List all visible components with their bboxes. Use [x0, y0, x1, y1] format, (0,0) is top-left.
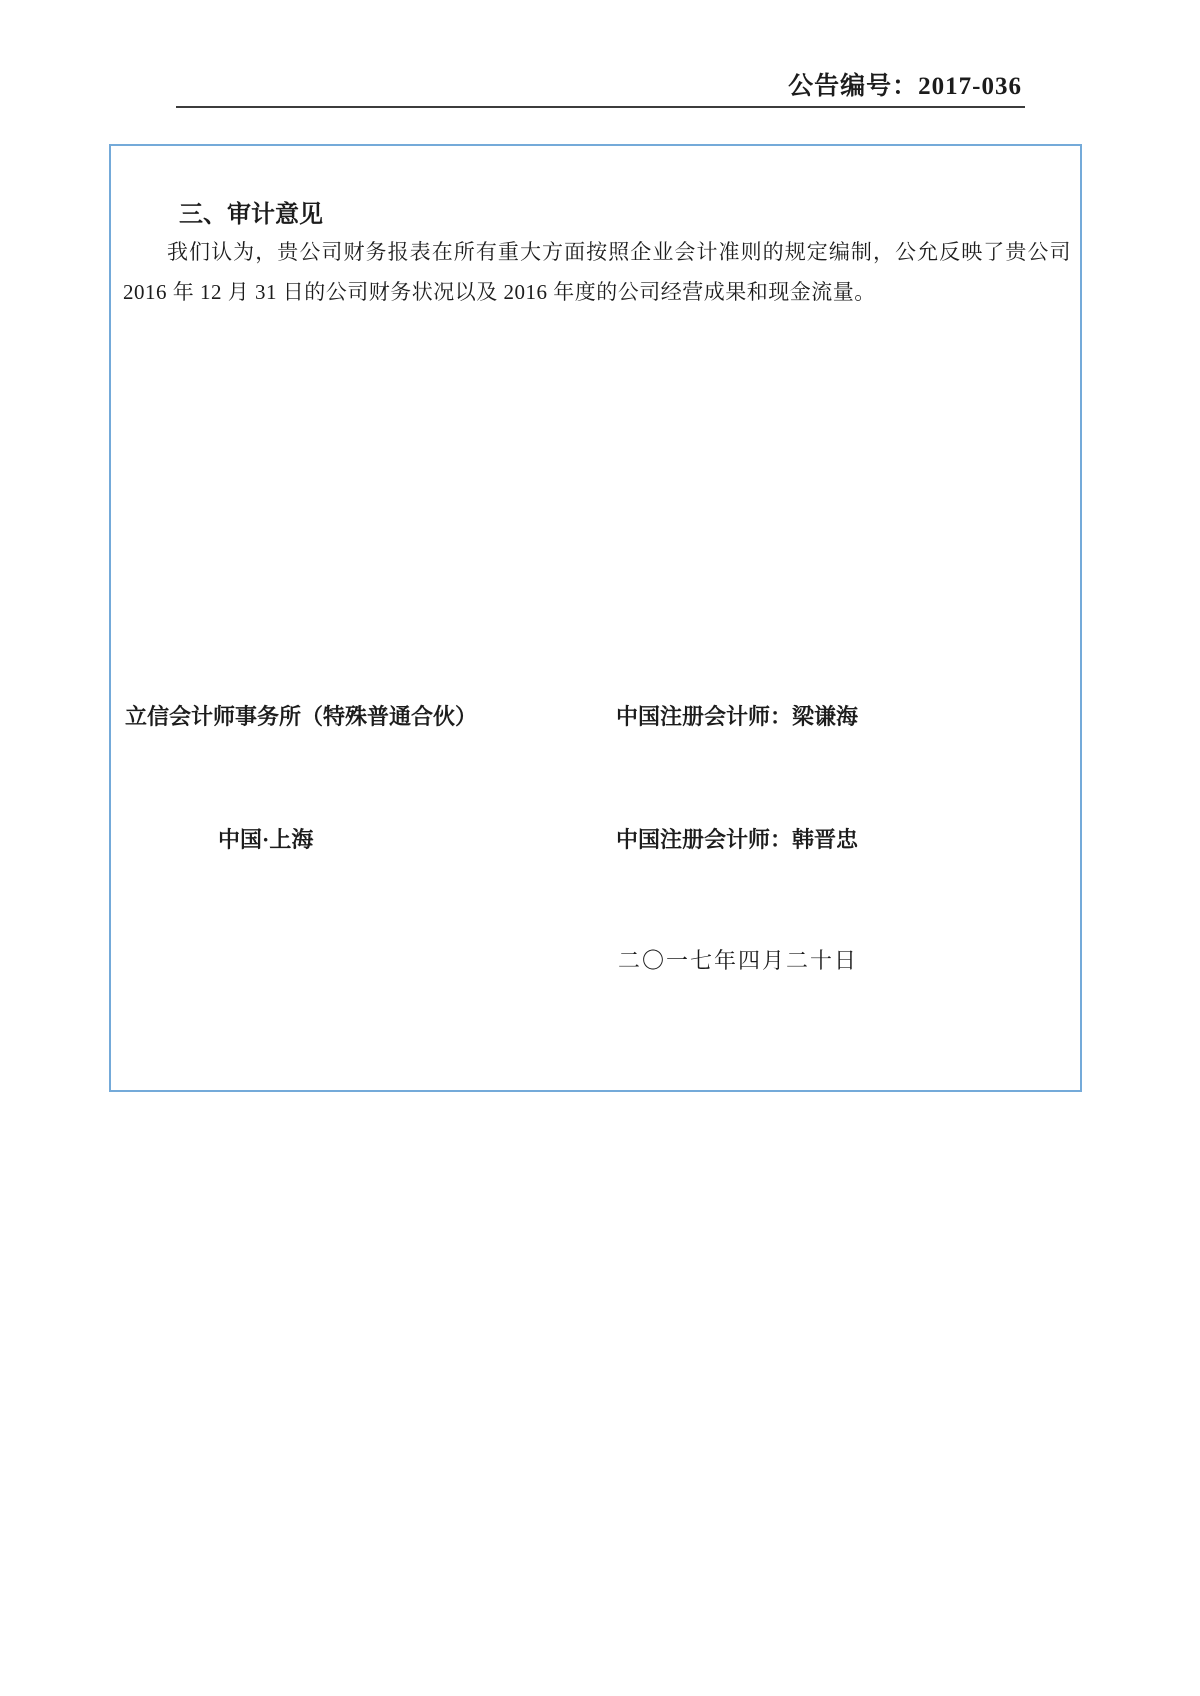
audit-opinion-heading: 三、审计意见 — [179, 202, 323, 228]
notice-number: 公告编号：2017-036 — [788, 73, 1022, 100]
accounting-firm-name: 立信会计师事务所（特殊普通合伙） — [125, 704, 478, 729]
cpa-signature-2: 中国注册会计师：韩晋忠 — [616, 827, 859, 852]
header-rule — [176, 106, 1025, 108]
report-date: 二〇一七年四月二十日 — [618, 948, 859, 973]
firm-location: 中国·上海 — [218, 827, 314, 852]
audit-opinion-box — [109, 144, 1082, 1092]
cpa-signature-1: 中国注册会计师：梁谦海 — [616, 704, 859, 729]
audit-opinion-paragraph: 我们认为，贵公司财务报表在所有重大方面按照企业会计准则的规定编制，公允反映了贵公司 2016 年 12 月 31 日的公司财务状况以及 2016 年度的公司经营成果和现金流量。 — [123, 240, 1071, 304]
